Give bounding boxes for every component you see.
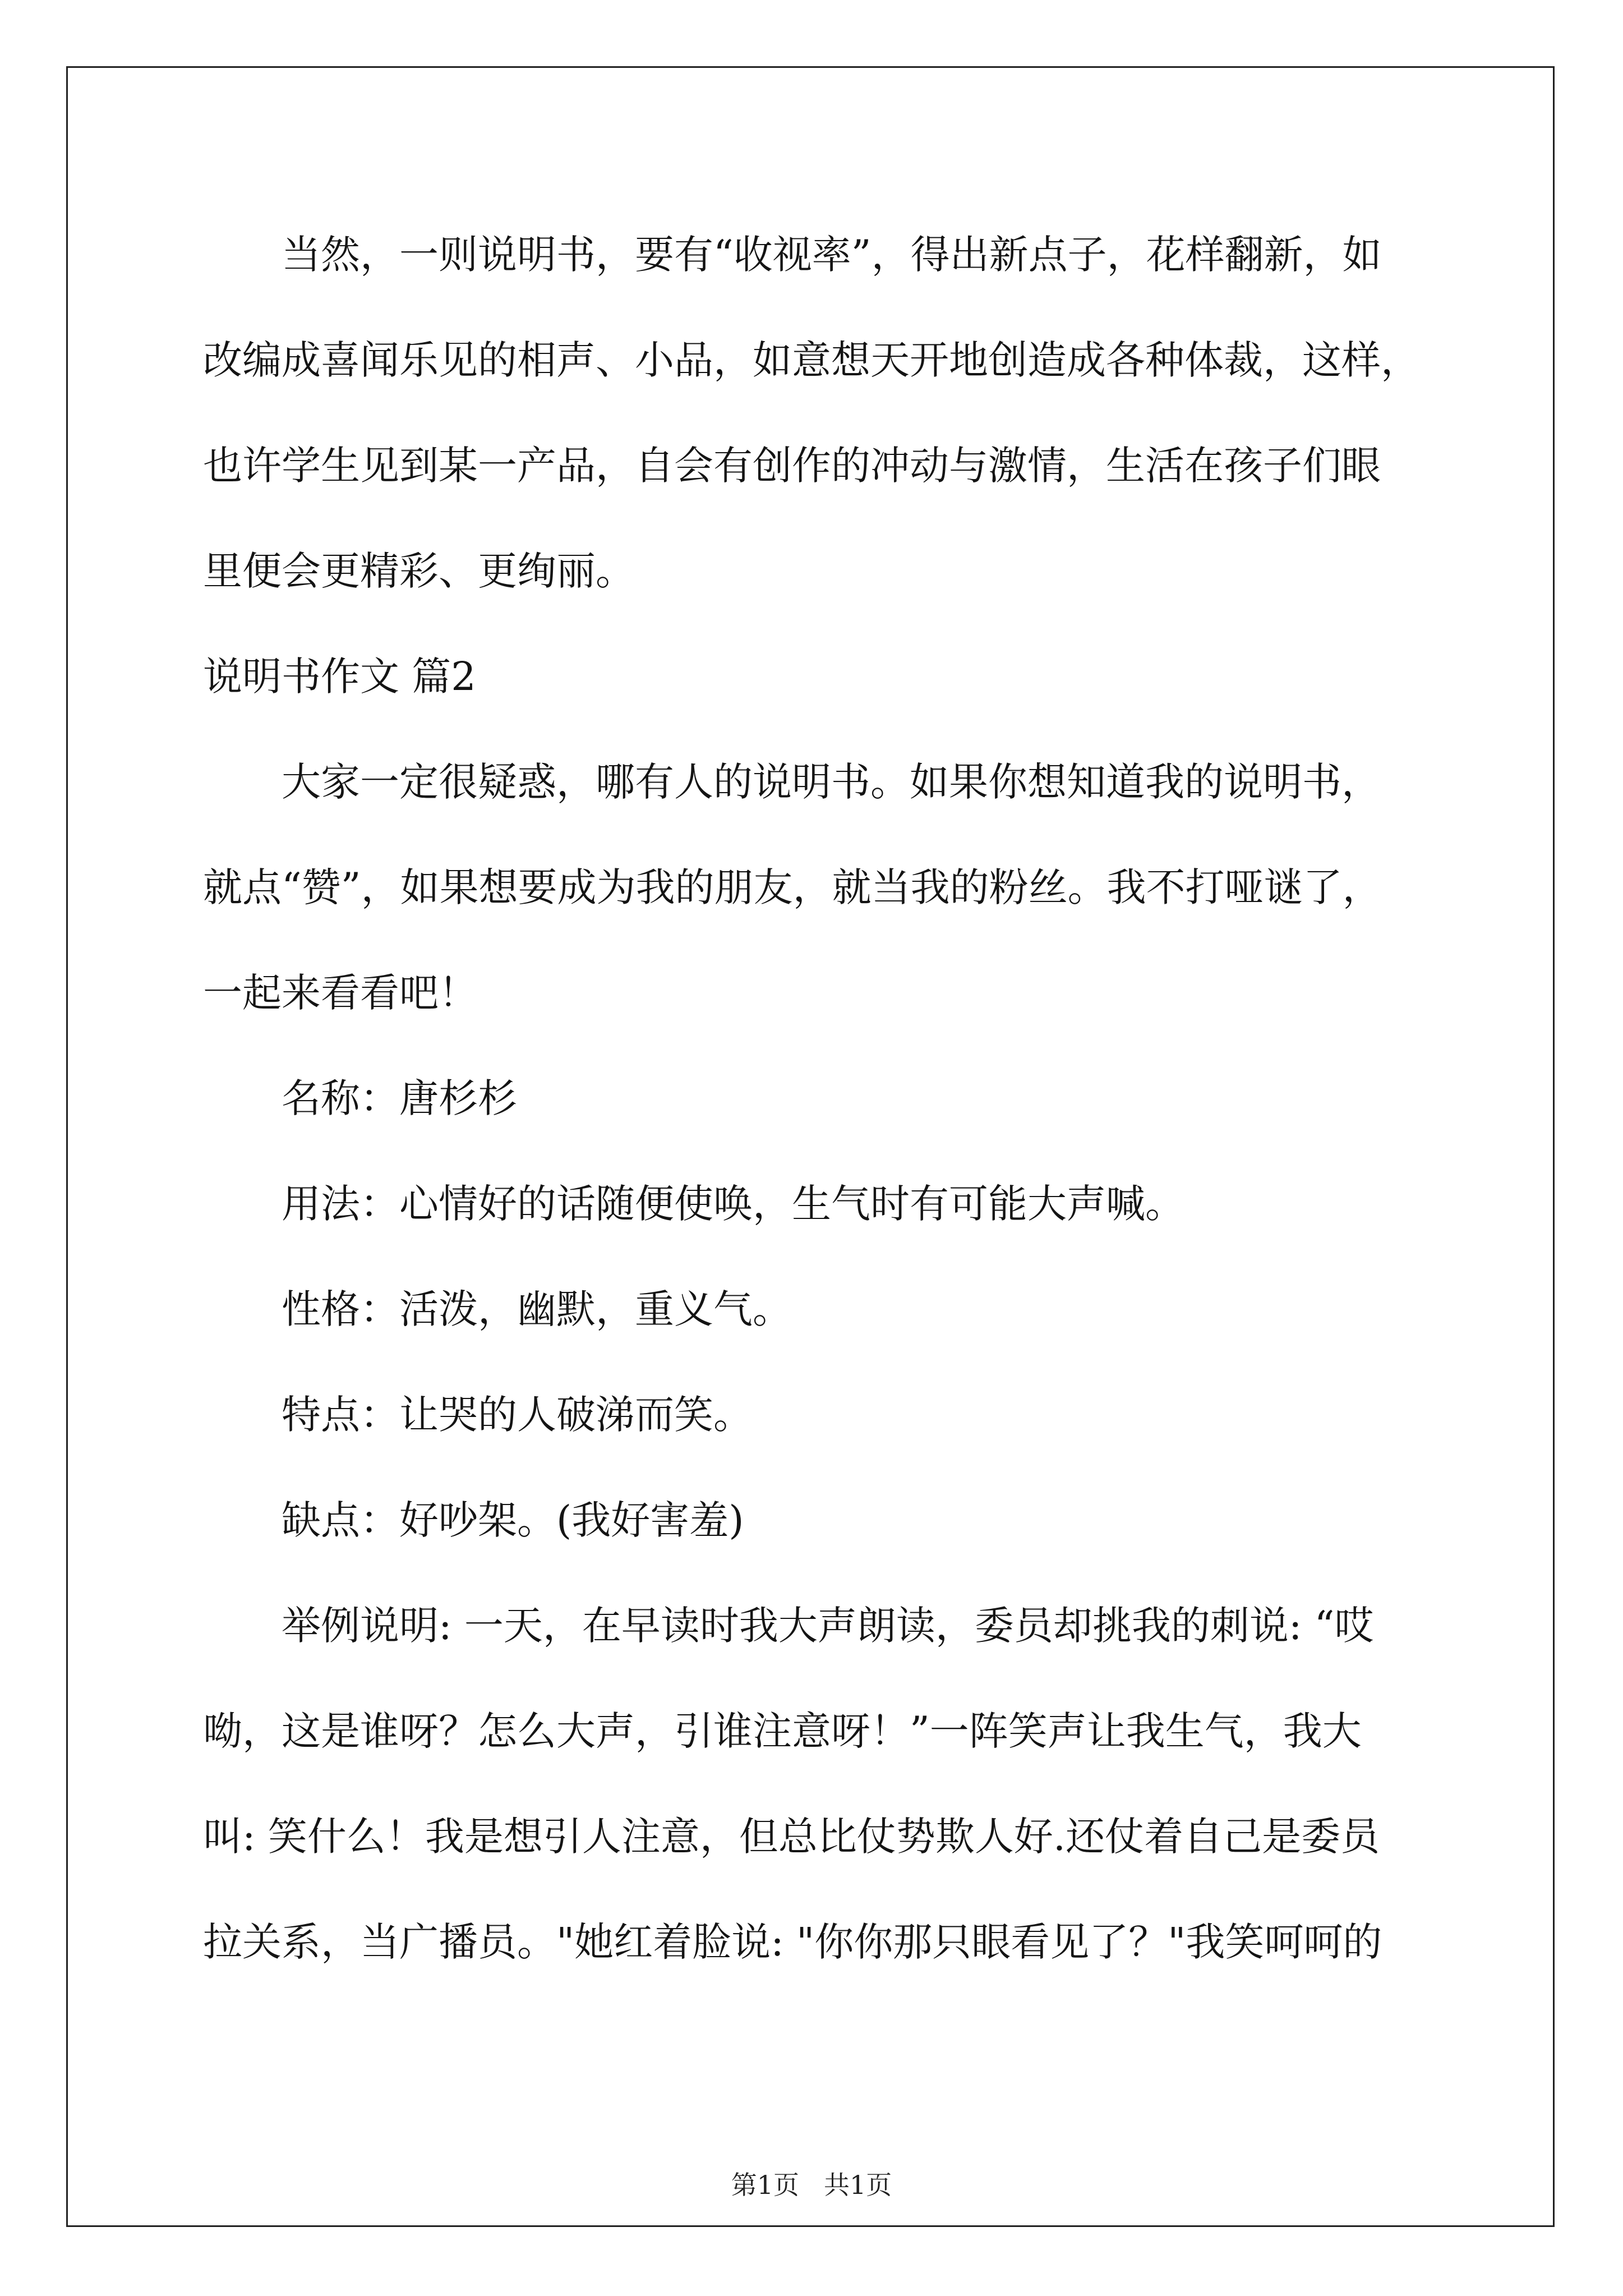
- paragraph-intro: [203, 202, 1448, 624]
- paragraph-example: [203, 1573, 1448, 1995]
- personality-line: 性格：活泼，幽默，重义气。: [282, 1286, 792, 1332]
- paragraph-opening: [203, 729, 1448, 1046]
- text-line: 呦，这是谁呀？怎么大声，引谁注意呀！”一阵笑声让我生气，我大: [203, 1708, 1362, 1754]
- text-line: 大家一定很疑惑，哪有人的说明书。如果你想知道我的说明书，: [282, 759, 1381, 805]
- text-line: 一起来看看吧！: [203, 970, 478, 1016]
- page-number-total: 共1页: [824, 2170, 892, 2200]
- text-line: 当然，一则说明书，要有“收视率”，得出新点子，花样翻新，如: [282, 232, 1382, 278]
- document-body: [203, 202, 1448, 1995]
- text-line: 举例说明: 一天，在早读时我大声朗读，委员却挑我的刺说: “哎: [282, 1603, 1374, 1649]
- section-heading: 说明书作文 篇2: [203, 654, 476, 700]
- feature-line: 特点：让哭的人破涕而笑。: [282, 1392, 753, 1438]
- text-line: 拉关系，当广播员。"她红着脸说: "你你那只眼看见了？"我笑呵呵的: [203, 1919, 1382, 1965]
- page-footer: [0, 2168, 1623, 2202]
- text-line: 就点“赞”，如果想要成为我的朋友，就当我的粉丝。我不打哑谜了，: [203, 864, 1382, 910]
- usage-line: 用法：心情好的话随便使唤，生气时有可能大声喊。: [282, 1181, 1184, 1227]
- text-line: 里便会更精彩、更绚丽。: [203, 548, 635, 594]
- name-line: 名称：唐杉杉: [282, 1075, 517, 1121]
- page-number-current: 第1页: [731, 2170, 799, 2200]
- weakness-line: 缺点：好吵架。(我好害羞): [282, 1497, 744, 1543]
- text-line: 改编成喜闻乐见的相声、小品，如意想天开地创造成各种体裁，这样，: [203, 337, 1420, 383]
- text-line: 也许学生见到某一产品，自会有创作的冲动与激情，生活在孩子们眼: [203, 443, 1381, 489]
- text-line: 叫: 笑什么！我是想引人注意，但总比仗势欺人好.还仗着自己是委员: [203, 1814, 1380, 1860]
